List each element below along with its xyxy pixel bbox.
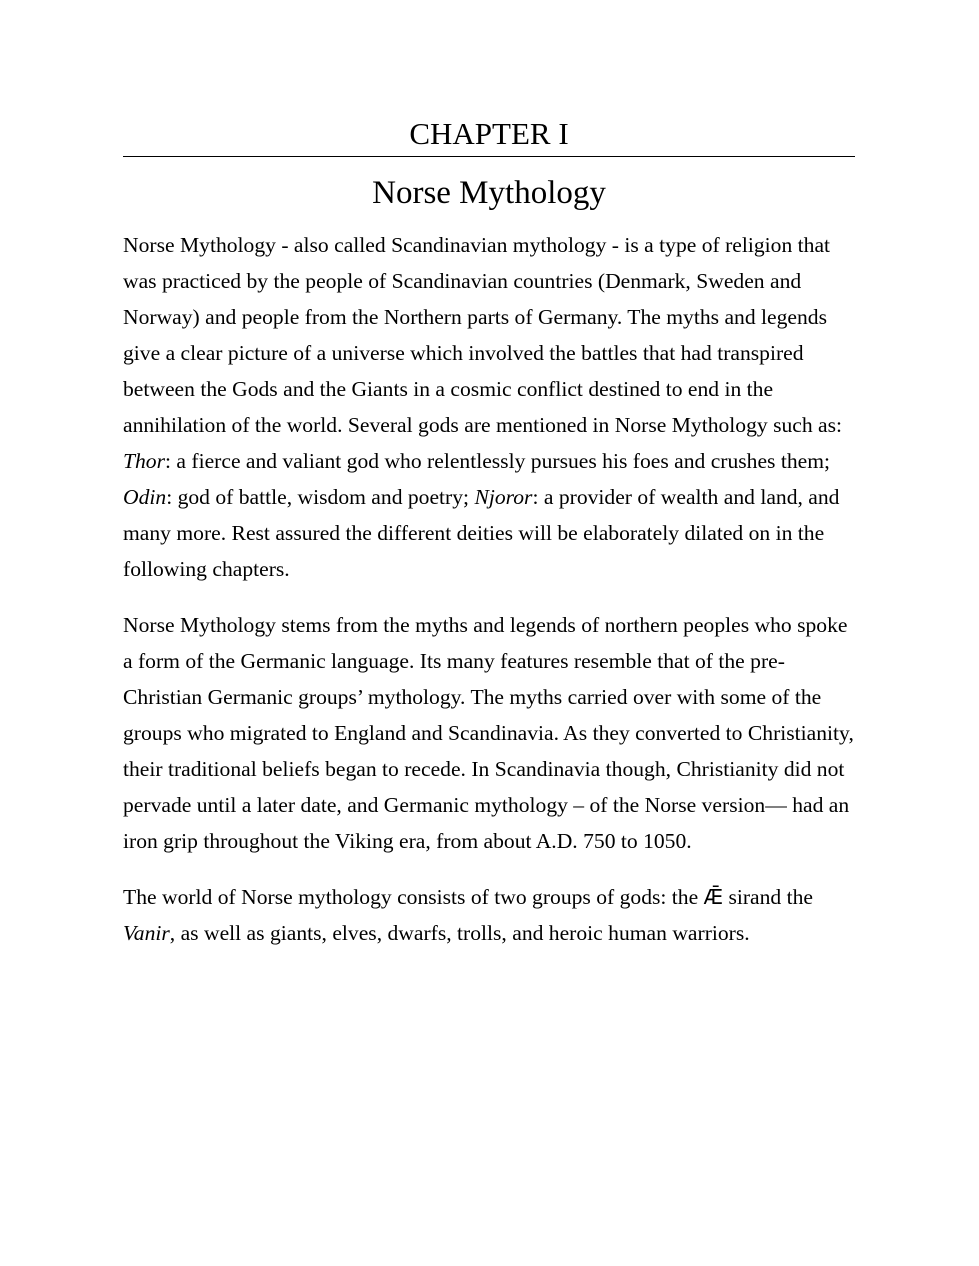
document-page — [123, 112, 855, 971]
chapter-divider — [123, 156, 855, 157]
paragraph-3-text: The world of Norse mythology consists of two groups of gods: the — [123, 885, 704, 909]
paragraph-3-text: sirand the — [723, 885, 814, 909]
paragraph-2: Norse Mythology stems from the myths and legends of northern peoples who spoke a form of the Germanic language. Its many features resemble that of the pre-Christian Germanic groups’ mythology. The myths carried over with some of the groups who migrated to England and Scandinavia. As they converted to Christianity, their traditional beliefs began to recede. In Scandinavia though, Christianity did not pervade until a later date, and Germanic mythology – of the Norse version— had an iron grip throughout the Viking era, from about A.D. 750 to 1050. — [123, 613, 854, 853]
chapter-number: CHAPTER I — [409, 116, 569, 151]
paragraph-1-text: : a fierce and valiant god who relentlessly pursues his foes and crushes them; — [165, 449, 831, 473]
aesir-glyph: Ǣ — [703, 885, 724, 909]
deity-thor: Thor — [123, 449, 166, 473]
paragraph-3-text: , as well as giants, elves, dwarfs, trolls, and heroic human warriors. — [169, 921, 750, 945]
paragraph-1 — [123, 227, 855, 587]
deity-njoror: Njoror — [474, 485, 533, 509]
chapter-title: Norse Mythology — [372, 175, 606, 211]
deity-odin: Odin — [123, 485, 167, 509]
deity-group-vanir: Vanir — [123, 921, 170, 945]
paragraph-1-text: : god of battle, wisdom and poetry; — [166, 485, 475, 509]
paragraph-1-text: Norse Mythology - also called Scandinavian mythology - is a type of religion that was practiced by the people of Scandinavian countries (Denmark, Sweden and Norway) and people from the Northern parts of Germany. The myths and legends give a clear picture of a universe which involved the battles that had transpired between the Gods and the Giants in a cosmic conflict destined to end in the annihilation of the world. Several gods are mentioned in Norse Mythology such as: — [123, 233, 843, 437]
paragraph-1-text: : a provider of wealth and land, and many more. Rest assured the different deities will be elaborately dilated on in the following chapters. — [123, 485, 840, 581]
paragraph-3 — [123, 879, 855, 951]
